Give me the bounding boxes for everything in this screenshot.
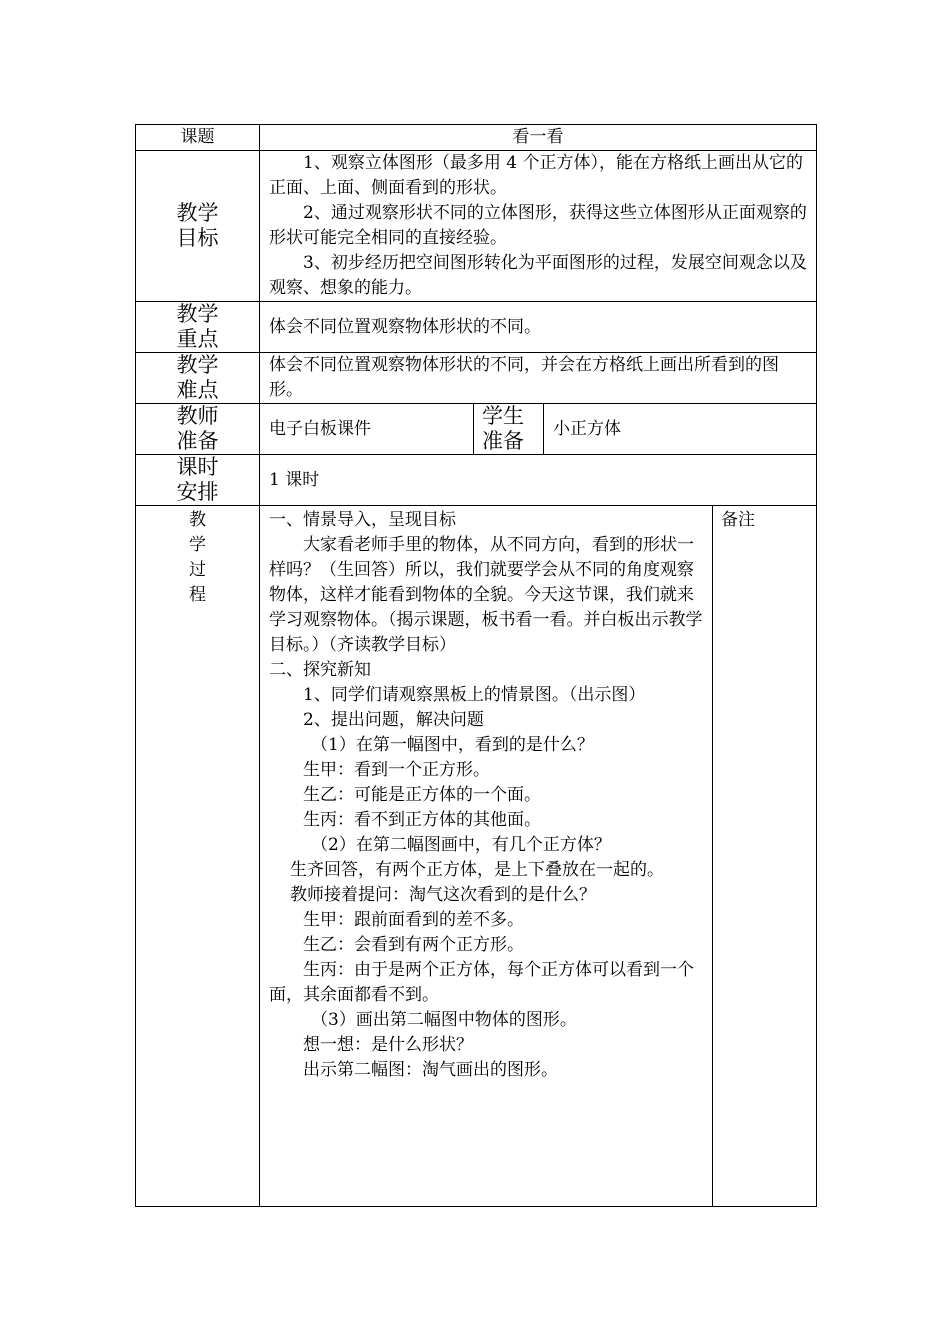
goal-item: 2、通过观察形状不同的立体图形，获得这些立体图形从正面观察的形状可能完全相同的直接经验。 — [269, 203, 807, 248]
topic-label: 课题 — [136, 125, 260, 151]
process-content — [260, 506, 713, 1207]
hours-label-line2: 安排 — [176, 480, 219, 504]
process-line: 2、提出问题，解决问题 — [303, 710, 484, 730]
teacher-prep-label-line2: 准备 — [176, 429, 219, 453]
topic-row — [136, 125, 817, 151]
process-line: （3）画出第二幅图中物体的图形。 — [311, 1010, 577, 1030]
process-label-char: 过 — [189, 560, 206, 580]
key-point-label-line2: 重点 — [176, 327, 219, 351]
hours-row — [136, 455, 817, 506]
teacher-prep-label — [136, 404, 260, 455]
topic-value: 看一看 — [260, 125, 817, 151]
process-line: 生甲：跟前面看到的差不多。 — [303, 910, 524, 930]
goals-label-line2: 目标 — [176, 226, 219, 250]
goals-label-line1: 教学 — [176, 201, 219, 225]
hours-label-line1: 课时 — [176, 455, 219, 479]
process-line: 生丙：由于是两个正方体，每个正方体可以看到一个面，其余面都看不到。 — [269, 960, 694, 1005]
process-line: 1、同学们请观察黑板上的情景图。（出示图） — [303, 685, 646, 705]
notes-column — [713, 506, 817, 1207]
hours-value: 1 课时 — [260, 455, 817, 506]
key-point-label-line1: 教学 — [176, 302, 219, 326]
lesson-plan-table — [135, 124, 817, 1207]
teacher-prep-label-line1: 教师 — [176, 404, 219, 428]
teacher-prep-value: 电子白板课件 — [260, 404, 474, 455]
difficulty-row — [136, 353, 817, 404]
student-prep-value: 小正方体 — [544, 404, 817, 455]
difficulty-text: 体会不同位置观察物体形状的不同，并会在方格纸上画出所看到的图形。 — [260, 353, 817, 404]
process-line: 生乙：可能是正方体的一个面。 — [303, 785, 541, 805]
goals-row — [136, 151, 817, 302]
process-line: 想一想：是什么形状？ — [303, 1035, 473, 1055]
prep-row — [136, 404, 817, 455]
process-line: 二、探究新知 — [269, 660, 371, 680]
key-point-label — [136, 302, 260, 353]
process-line: 教师接着提问：淘气这次看到的是什么？ — [290, 885, 596, 905]
process-row — [136, 506, 817, 1207]
difficulty-label-line2: 难点 — [176, 378, 219, 402]
key-point-text: 体会不同位置观察物体形状的不同。 — [260, 302, 817, 353]
process-line: （2）在第二幅图画中，有几个正方体？ — [311, 835, 611, 855]
student-prep-label — [474, 404, 544, 455]
process-label-char: 学 — [189, 535, 206, 555]
process-line: 一、情景导入，呈现目标 — [269, 510, 456, 530]
hours-label — [136, 455, 260, 506]
goal-item: 1、观察立体图形（最多用 4 个正方体），能在方格纸上画出从它的正面、上面、侧面看到的形状。 — [269, 153, 803, 198]
student-prep-label-line1: 学生 — [482, 404, 524, 428]
process-line: 出示第二幅图：淘气画出的图形。 — [303, 1060, 558, 1080]
goal-item: 3、初步经历把空间图形转化为平面图形的过程，发展空间观念以及观察、想象的能力。 — [269, 253, 807, 298]
process-label-char: 教 — [189, 510, 206, 530]
process-line: 生乙：会看到有两个正方形。 — [303, 935, 524, 955]
goals-content — [260, 151, 817, 302]
process-label-char: 程 — [189, 585, 206, 605]
difficulty-label — [136, 353, 260, 404]
student-prep-label-line2: 准备 — [482, 429, 524, 453]
process-line: 生甲：看到一个正方形。 — [303, 760, 490, 780]
process-line: 大家看老师手里的物体，从不同方向，看到的形状一样吗？（生回答）所以，我们就要学会从不同的角度观察物体，这样才能看到物体的全貌。今天这节课，我们就来学习观察物体。（揭示课题，板书看一看。并白板出示教学目标。）（齐读教学目标） — [269, 535, 703, 655]
goals-label — [136, 151, 260, 302]
key-point-row — [136, 302, 817, 353]
process-label — [136, 506, 260, 1207]
process-line: （1）在第一幅图中，看到的是什么？ — [311, 735, 594, 755]
process-line: 生丙：看不到正方体的其他面。 — [303, 810, 541, 830]
process-line: 生齐回答，有两个正方体，是上下叠放在一起的。 — [290, 860, 664, 880]
difficulty-label-line1: 教学 — [176, 353, 219, 377]
notes-label: 备注 — [721, 510, 755, 530]
